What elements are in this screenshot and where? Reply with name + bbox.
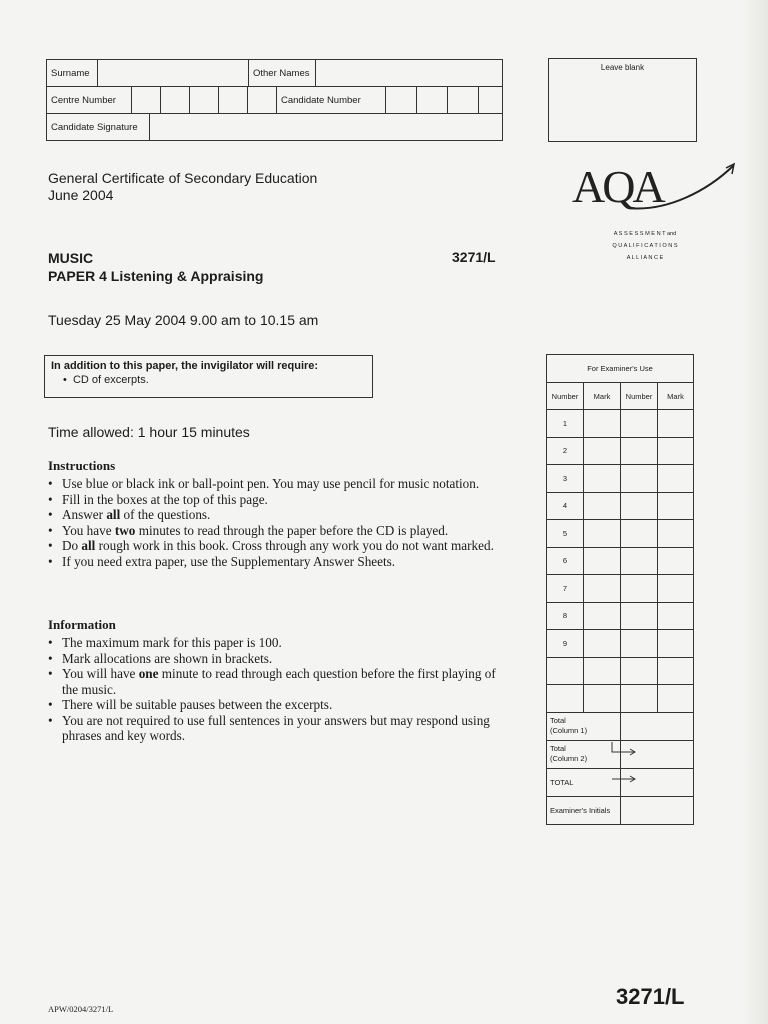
col-number2-header: Number (621, 383, 658, 410)
question-number2 (621, 410, 658, 438)
examiner-rows (547, 410, 694, 713)
paper-title-block (48, 249, 263, 285)
surname-field[interactable] (98, 60, 249, 87)
examiner-initials-value[interactable] (621, 796, 694, 824)
question-mark2[interactable] (658, 492, 694, 520)
total-column2-label: Total (Column 2) (547, 740, 621, 768)
information-item (48, 697, 508, 713)
aqa-tagline (590, 228, 700, 264)
question-number: 2 (547, 437, 584, 465)
information-list (48, 635, 508, 744)
instruction-item (48, 538, 508, 554)
centre-number-label: Centre Number (47, 87, 132, 114)
question-number: 7 (547, 575, 584, 603)
question-mark[interactable] (584, 657, 621, 685)
candidate-number-label: Candidate Number (277, 87, 386, 114)
leave-blank-box (548, 58, 697, 142)
examiner-row (547, 602, 694, 630)
examiner-row (547, 547, 694, 575)
information-text: There will be suitable pauses between the excerpts. (62, 697, 333, 712)
instruction-item (48, 507, 508, 523)
candidate-number-box[interactable] (417, 87, 448, 114)
question-mark[interactable] (584, 465, 621, 493)
question-number: 9 (547, 630, 584, 658)
candidate-number-box[interactable] (386, 87, 417, 114)
question-mark2[interactable] (658, 465, 694, 493)
question-mark[interactable] (584, 547, 621, 575)
aqa-tagline-3: A L L I A N C E (626, 255, 664, 261)
instruction-text: Use blue or black ink or ball-point pen. You may use pencil for music notation. (62, 476, 480, 491)
question-mark[interactable] (584, 410, 621, 438)
examiner-row (547, 492, 694, 520)
question-mark2[interactable] (658, 437, 694, 465)
footer-code: 3271/L (616, 984, 685, 1009)
examiner-row (547, 410, 694, 438)
other-names-label: Other Names (249, 60, 316, 87)
examiner-initials-label: Examiner's Initials (547, 796, 621, 824)
information-text: You will have one minute to read through each question before the first playing of the music. (62, 666, 496, 697)
requirements-item-text: CD of excerpts. (72, 374, 149, 386)
instruction-item (48, 523, 508, 539)
instructions-section (48, 458, 508, 569)
aqa-wordmark: AQA (572, 161, 663, 212)
information-heading: Information (48, 617, 116, 632)
instructions-list (48, 476, 508, 569)
question-mark2[interactable] (658, 575, 694, 603)
question-number: 6 (547, 547, 584, 575)
signature-label: Candidate Signature (47, 114, 150, 141)
question-mark2[interactable] (658, 630, 694, 658)
footer-reference: APW/0204/3271/L (48, 1004, 114, 1014)
examiners-use-title: For Examiner's Use (547, 355, 694, 383)
centre-number-box[interactable] (248, 87, 277, 114)
page-edge-shadow (742, 0, 768, 1024)
exam-date: Tuesday 25 May 2004 9.00 am to 10.15 am (48, 312, 319, 328)
centre-number-box[interactable] (190, 87, 219, 114)
instruction-item (48, 492, 508, 508)
leave-blank-label: Leave blank (600, 63, 645, 72)
exam-header (48, 170, 317, 204)
signature-field[interactable] (150, 114, 503, 141)
aqa-tagline-2: Q U A L I F I C A T I O N S (612, 243, 678, 249)
examiner-row (547, 685, 694, 713)
question-mark[interactable] (584, 630, 621, 658)
question-number: 4 (547, 492, 584, 520)
total-label: TOTAL (547, 768, 621, 796)
examiner-row (547, 465, 694, 493)
question-mark[interactable] (584, 685, 621, 713)
centre-number-box[interactable] (132, 87, 161, 114)
question-number2 (621, 685, 658, 713)
requirements-heading: In addition to this paper, the invigilator will require: (51, 360, 319, 372)
instruction-text: You have two minutes to read through the paper before the CD is played. (62, 522, 449, 538)
examiner-row (547, 520, 694, 548)
question-number2 (621, 630, 658, 658)
question-number2 (621, 437, 658, 465)
other-names-field[interactable] (316, 60, 503, 87)
bullet-icon: • (63, 374, 67, 386)
time-allowed: Time allowed: 1 hour 15 minutes (48, 424, 250, 440)
exam-session: June 2004 (48, 187, 114, 203)
total-column1-label: Total (Column 1) (547, 712, 621, 740)
requirements-box (44, 355, 373, 398)
question-number: 5 (547, 520, 584, 548)
total-column1-value[interactable] (621, 712, 694, 740)
arrow-icon (610, 774, 640, 784)
information-text: The maximum mark for this paper is 100. (62, 635, 282, 650)
question-number2 (621, 547, 658, 575)
col-number-header: Number (547, 383, 584, 410)
paper-title: PAPER 4 Listening & Appraising (48, 268, 264, 284)
aqa-logo (568, 160, 738, 270)
examiner-row (547, 630, 694, 658)
question-mark[interactable] (584, 575, 621, 603)
centre-number-box[interactable] (219, 87, 248, 114)
information-text: You are not required to use full sentences in your answers but may respond using phrases and key words. (62, 712, 490, 743)
requirements-item (51, 374, 366, 386)
question-mark[interactable] (584, 602, 621, 630)
question-number: 8 (547, 602, 584, 630)
candidate-details-table (46, 59, 503, 87)
question-mark[interactable] (584, 520, 621, 548)
information-item (48, 635, 508, 651)
question-mark2[interactable] (658, 685, 694, 713)
instruction-text: Do all rough work in this book. Cross through any work you do not want marked. (62, 538, 494, 553)
instruction-text: Fill in the boxes at the top of this page. (62, 491, 268, 507)
examiner-row (547, 657, 694, 685)
examiner-row (547, 575, 694, 603)
question-mark2[interactable] (658, 547, 694, 575)
question-number (547, 685, 584, 713)
question-mark2[interactable] (658, 657, 694, 685)
information-text: Mark allocations are shown in brackets. (62, 650, 273, 666)
aqa-swoosh-icon (568, 160, 738, 220)
question-number2 (621, 492, 658, 520)
col-mark2-header: Mark (658, 383, 694, 410)
col-mark-header: Mark (584, 383, 621, 410)
numbers-table (46, 86, 503, 114)
arrow-icon (610, 742, 640, 756)
question-mark2[interactable] (658, 520, 694, 548)
subject: MUSIC (48, 250, 94, 266)
question-mark2[interactable] (658, 410, 694, 438)
question-number2 (621, 575, 658, 603)
aqa-tagline-1: A S S E S S M E N T and (613, 231, 677, 237)
examiner-row (547, 437, 694, 465)
information-item (48, 651, 508, 667)
centre-number-box[interactable] (161, 87, 190, 114)
surname-label: Surname (47, 60, 98, 87)
information-section (48, 617, 508, 744)
question-number (547, 657, 584, 685)
information-item (48, 713, 508, 744)
instructions-heading: Instructions (48, 458, 116, 473)
question-mark[interactable] (584, 437, 621, 465)
question-number: 1 (547, 410, 584, 438)
signature-table (46, 113, 503, 141)
information-item (48, 666, 508, 697)
question-number2 (621, 602, 658, 630)
question-mark[interactable] (584, 492, 621, 520)
question-number2 (621, 520, 658, 548)
instruction-item (48, 476, 508, 492)
question-number2 (621, 465, 658, 493)
paper-code: 3271/L (452, 249, 496, 265)
question-number2 (621, 657, 658, 685)
question-mark2[interactable] (658, 602, 694, 630)
instruction-text: If you need extra paper, use the Supplementary Answer Sheets. (62, 553, 396, 569)
candidate-number-box[interactable] (448, 87, 479, 114)
certificate-title: General Certificate of Secondary Education (48, 170, 318, 186)
candidate-number-box[interactable] (479, 87, 503, 114)
instruction-item (48, 554, 508, 570)
question-number: 3 (547, 465, 584, 493)
instruction-text: Answer all of the questions. (62, 507, 211, 522)
